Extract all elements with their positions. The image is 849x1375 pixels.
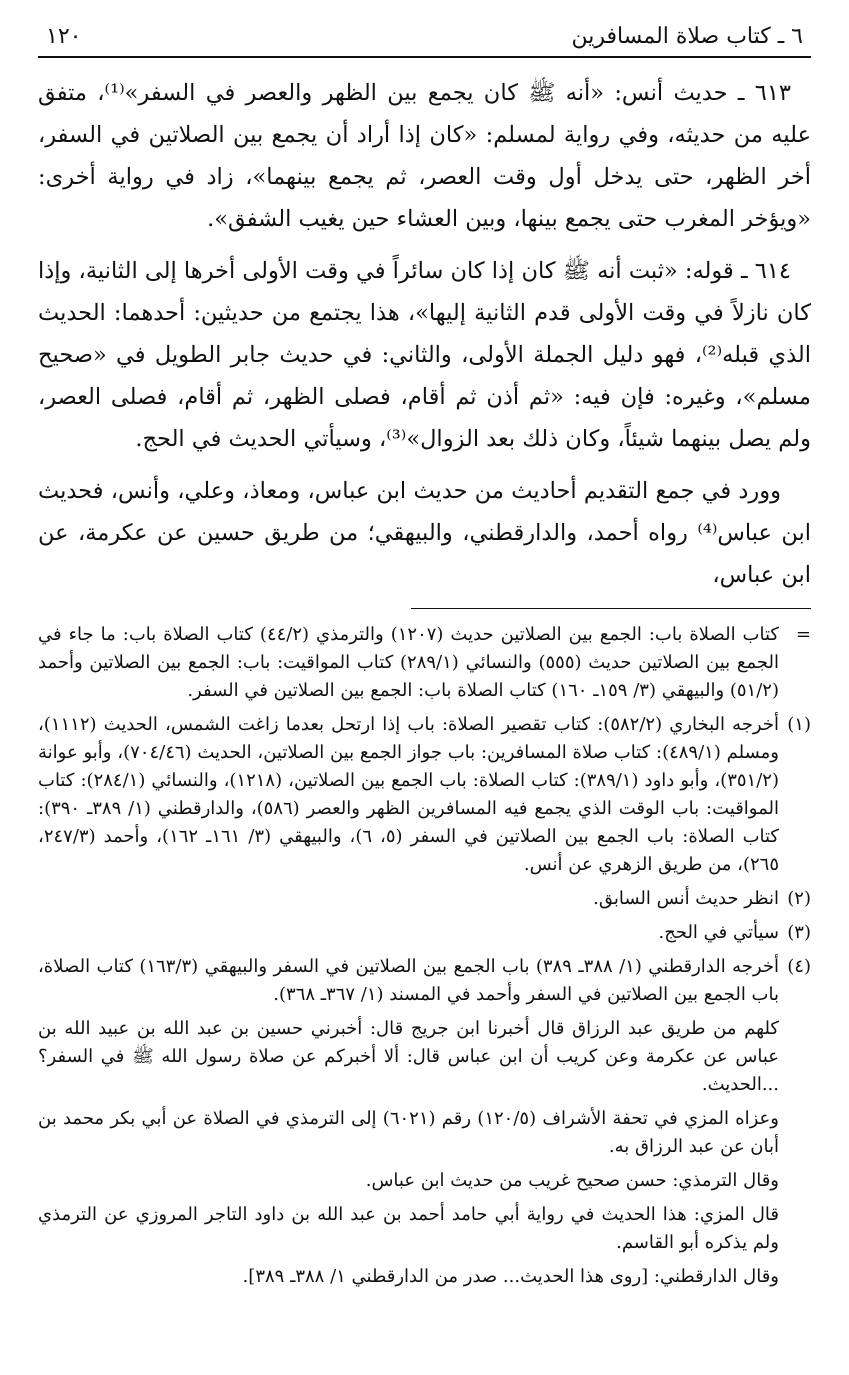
footnote-marker: (١) <box>787 714 811 735</box>
footnote-1: (١) أخرجه البخاري (٥٨٢/٢): كتاب تقصير الصلاة: باب إذا ارتحل بعدما زاغت الشمس، الحديث (١١١٢)، ومسلم (٤٨٩/١): كتاب صلاة المسافرين: باب جواز الجمع بين الصلاتين، الحديث (٧٠٤/٤٦)، وأبو عوانة (٣٥١/٢)، وأبو داود (٣٨٩/١): كتاب الصلاة: باب الجمع بين الصلاتين، (١٢١٨)، والنسائي (٢٨٤/١): كتاب المواقيت: باب الوقت الذي يجمع فيه المسافرين الظهر والعصر (٥٨٦)، والدارقطني (١/ ٣٨٩ـ ٣٩٠): كتاب الصلاة: باب الجمع بين الصلاتين في السفر (٥، ٦)، والبيهقي (٣/ ١٦١ـ ١٦٢)، وأحمد (٢٤٧/٣، ٢٦٥)، من طريق الزهري عن أنس. <box>38 711 811 879</box>
footnote-4-tirmidhi: وقال الترمذي: حسن صحيح غريب من حديث ابن عباس. <box>365 1170 779 1191</box>
footnote-marker: = <box>795 624 811 645</box>
footnote-4-daraqutni: وقال الدارقطني: [روى هذا الحديث... صدر من الدارقطني ١/ ٣٨٨ـ ٣٨٩]. <box>242 1266 779 1287</box>
main-text <box>38 72 811 596</box>
paragraph-jam-taqdim: وورد في جمع التقديم أحاديث من حديث ابن عباس، ومعاذ، وعلي، وأنس، فحديث ابن عباس⁽⁴⁾ رواه أحمد، والدارقطني، والبيهقي؛ من طريق حسين عن عكرمة، عن ابن عباس، <box>38 478 811 588</box>
page-number: ١٢٠ <box>46 24 82 49</box>
footnote-marker: (٢) <box>787 888 811 909</box>
footnote-4-mizzi-note: قال المزي: هذا الحديث في رواية أبي حامد أحمد بن عبد الله بن داود التاجر المروزي عن الترمذي ولم يذكره أبو القاسم. <box>38 1204 779 1253</box>
paragraph-613: ٦١٣ ـ حديث أنس: «أنه ﷺ كان يجمع بين الظهر والعصر في السفر»⁽¹⁾، متفق عليه من حديثه، وفي رواية لمسلم: «كان إذا أراد أن يجمع بين الصلاتين في السفر، أخر الظهر، حتى يدخل أول وقت العصر، ثم يجمع بينهما»، زاد في رواية أخرى: «ويؤخر المغرب حتى يجمع بينها، وبين العشاء حين يغيب الشفق». <box>38 80 811 232</box>
footnote-continuation: = كتاب الصلاة باب: الجمع بين الصلاتين حديث (١٢٠٧) والترمذي (٤٤/٢) كتاب الصلاة باب: ما جاء في الجمع بين الصلاتين حديث (٥٥٥) والنسائي (٢٨٩/١) كتاب المواقيت: باب: الجمع بين الصلاتين وأحمد (٥١/٢) والبيهقي (٣/ ١٥٩ـ ١٦٠) كتاب الصلاة باب: الجمع بين الصلاتين في السفر. <box>38 621 811 705</box>
footnote-4-chain: كلهم من طريق عبد الرزاق قال أخبرنا ابن جريج قال: أخبرني حسين بن عبد الله بن عبيد الله بن عباس عن عكرمة وعن كريب أن ابن عباس قال: ألا أخبركم عن صلاة رسول الله ﷺ في السفر؟ ...الحديث. <box>38 1018 779 1095</box>
page-header <box>38 22 811 56</box>
footnote-marker: (٣) <box>787 922 811 943</box>
footnote-3: (٣) سيأتي في الحج. <box>38 919 811 947</box>
header-divider <box>38 56 811 58</box>
footnote-divider <box>411 608 811 609</box>
footnote-4: (٤) أخرجه الدارقطني (١/ ٣٨٨ـ ٣٨٩) باب الجمع بين الصلاتين في السفر والبيهقي (١٦٣/٣) كتاب الصلاة، باب الجمع بين الصلاتين في السفر وأحمد في المسند (١/ ٣٦٧ـ ٣٦٨). <box>38 953 811 1009</box>
footnote-4-mizzi: وعزاه المزي في تحفة الأشراف (١٢٠/٥) رقم (٦٠٢١) إلى الترمذي في الصلاة عن أبي بكر محمد بن أبان عن عبد الرزاق به. <box>38 1108 779 1157</box>
footnote-2: (٢) انظر حديث أنس السابق. <box>38 885 811 913</box>
paragraph-614: ٦١٤ ـ قوله: «ثبت أنه ﷺ كان إذا كان سائراً في وقت الأولى أخرها إلى الثانية، وإذا كان نازلاً في وقت الأولى قدم الثانية إليها»، هذا يجتمع من حديثين: أحدهما: الحديث الذي قبله⁽²⁾، فهو دليل الجملة الأولى، والثاني: في حديث جابر الطويل في «صحيح مسلم»، وغيره: فإن فيه: «ثم أذن ثم أقام، فصلى الظهر، ثم أقام، فصلى العصر، ولم يصل بينهما شيئاً، وكان ذلك بعد الزوال»⁽³⁾، وسيأتي الحديث في الحج. <box>38 258 811 452</box>
footnotes <box>38 621 811 1291</box>
footnote-marker: (٤) <box>787 956 811 977</box>
chapter-title: ٦ ـ كتاب صلاة المسافرين <box>571 24 803 49</box>
